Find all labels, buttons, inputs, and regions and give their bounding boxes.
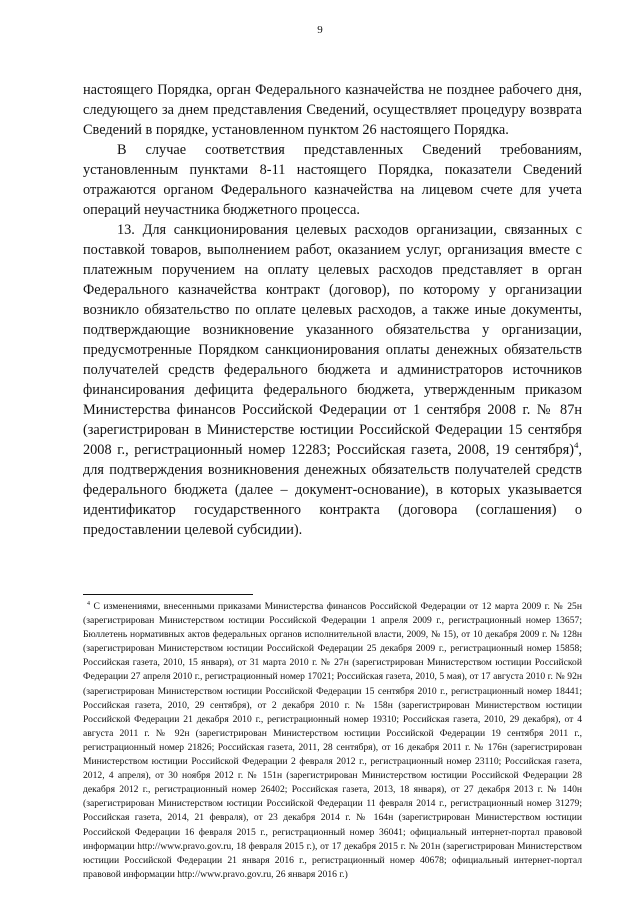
paragraph-13-text: 13. Для санкционирования целевых расходов организации, связанных с поставкой товаров, выполнением работ, оказанием услуг, организация вместе с платежным поручением на оплату целевых расходов представляет в орган Федерального казначейства контракт (договор), по которому у организации возникло обязательство по оплате целевых расходов, а также иные документы, подтверждающие возникновение указанного обязательства у организации, предусмотренные Порядком санкционирования оплаты денежных обязательств получателей средств федерального бюджета и администраторов источников финансирования дефицита федерального бюджета, утвержденным приказом Министерства финансов Российской Федерации от 1 сентября 2008 г. № 87н (зарегистрирован в Министерстве юстиции Российской Федерации 15 сентября 2008 г., регистрационный номер 12283; Российская газета, 2008, 19 сентября) — [83, 222, 582, 458]
paragraph-13 — [83, 220, 582, 540]
page-number: 9 — [317, 24, 323, 36]
footnote-marker: 4 — [87, 600, 90, 607]
main-text — [83, 80, 582, 540]
footnote-text: С изменениями, внесенными приказами Министерства финансов Российской Федерации от 12 марта 2009 г. № 25н (зарегистрирован Министерством юстиции Российской Федерации 1 апреля 2009 г., регистрационный номер 13657; Бюллетень нормативных актов федеральных органов исполнительной власти, 2009, № 15), от 10 декабря 2009 г. № 128н (зарегистрирован Министерством юстиции Российской Федерации 25 декабря 2009 г., регистрационный номер 15858; Российская газета, 2010, 15 января), от 31 марта 2010 г. № 27н (зарегистрирован Министерством юстиции Российской Федерации 27 апреля 2010 г., регистрационный номер 17021; Российская газета, 2010, 5 мая), от 17 августа 2010 г. № 92н (зарегистрирован Министерством юстиции Российской Федерации 15 сентября 2010 г., регистрационный номер 18441; Российская газета, 2010, 29 сентября), от 2 декабря 2010 г. № 158н (зарегистрирован Министерством юстиции Российской Федерации 21 декабря 2010 г., регистрационный номер 19310; Российская газета, 2010, 29 декабря), от 4 августа 2011 г. № 92н (зарегистрирован Министерством юстиции Российской Федерации 19 сентября 2011 г., регистрационный номер 21826; Российская газета, 2011, 28 сентября), от 16 декабря 2011 г. № 176н (зарегистрирован Министерством юстиции Российской Федерации 2 февраля 2012 г., регистрационный номер 23110; Российская газета, 2012, 4 апреля), от 30 ноября 2012 г. № 151н (зарегистрирован Министерством юстиции Российской Федерации 28 декабря 2012 г., регистрационный номер 26402; Российская газета, 2013, 18 января), от 27 декабря 2013 г. № 140н (зарегистрирован Министерством юстиции Российской Федерации 11 февраля 2014 г., регистрационный номер 31279; Российская газета, 2014, 21 февраля), от 23 декабря 2014 г. № 164н (зарегистрирован Министерством юстиции Российской Федерации 16 февраля 2015 г., регистрационный номер 36041; официальный интернет-портал правовой информации http://www.pravo.gov.ru, 18 февраля 2015 г.), от 17 декабря 2015 г. № 201н (зарегистрирован Министерством юстиции Российской Федерации 21 января 2016 г., регистрационный номер 40678; официальный интернет-портал правовой информации http://www.pravo.gov.ru, 26 января 2016 г.) — [83, 601, 582, 880]
paragraph-13-text-end: , для подтверждения возникновения денежных обязательств получателей средств федерального бюджета (далее – документ-основание), в которых указывается идентификатор государственного контракта (договора (соглашения) о предоставлении целевой субсидии). — [83, 442, 582, 538]
footnote-reference: 4 — [573, 440, 579, 451]
paragraph-conformity: В случае соответствия представленных Сведений требованиям, установленным пунктами 8-11 настоящего Порядка, показатели Сведений отражаются органом Федерального казначейства на лицевом счете для учета операций неучастника бюджетного процесса. — [83, 142, 582, 218]
footnote-divider — [83, 594, 253, 595]
footnote — [83, 600, 582, 882]
paragraph-continuation: настоящего Порядка, орган Федерального казначейства не позднее рабочего дня, следующего за днем представления Сведений, осуществляет процедуру возврата Сведений в порядке, установленном пунктом 26 настоящего Порядка. — [83, 82, 582, 138]
